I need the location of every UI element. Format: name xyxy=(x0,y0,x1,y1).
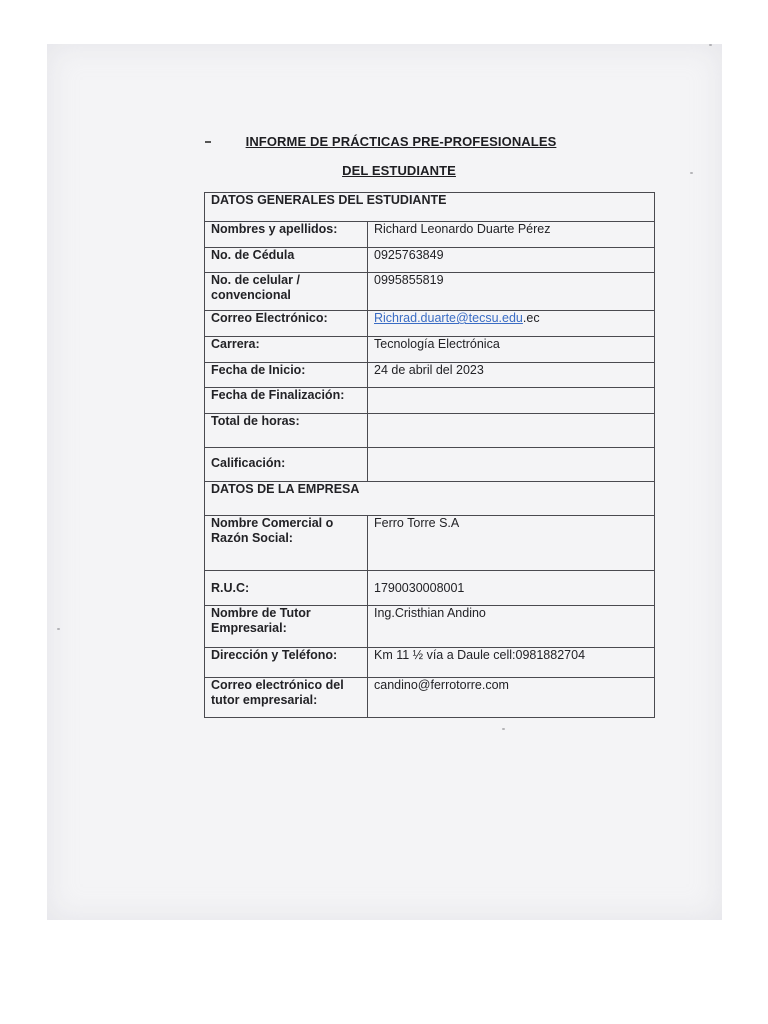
field-label: No. de Cédula xyxy=(205,248,368,273)
field-value: Richard Leonardo Duarte Pérez xyxy=(368,222,655,248)
field-label: Dirección y Teléfono: xyxy=(205,648,368,678)
table-row xyxy=(205,648,655,678)
field-value: Ferro Torre S.A xyxy=(368,516,655,571)
scan-speck xyxy=(709,44,712,46)
scan-speck xyxy=(57,628,60,630)
field-label: Nombres y apellidos: xyxy=(205,222,368,248)
field-label: Calificación: xyxy=(205,448,368,482)
report-table xyxy=(204,192,655,718)
field-value: Tecnología Electrónica xyxy=(368,337,655,363)
table-row xyxy=(205,414,655,448)
table-row xyxy=(205,678,655,718)
email-suffix: .ec xyxy=(522,311,540,325)
table-row xyxy=(205,311,655,337)
field-label: Carrera: xyxy=(205,337,368,363)
table-row xyxy=(205,248,655,273)
field-label: Fecha de Finalización: xyxy=(205,388,368,414)
field-label: Correo Electrónico: xyxy=(205,311,368,337)
table-row xyxy=(205,337,655,363)
field-value xyxy=(368,414,655,448)
field-label: Fecha de Inicio: xyxy=(205,363,368,388)
email-link[interactable]: Richrad.duarte@tecsu.edu xyxy=(374,311,523,325)
field-value xyxy=(368,388,655,414)
document-subtitle: DEL ESTUDIANTE xyxy=(342,163,456,178)
table-row xyxy=(205,273,655,311)
field-value: 24 de abril del 2023 xyxy=(368,363,655,388)
table-row xyxy=(205,388,655,414)
table-row xyxy=(205,222,655,248)
field-value: candino@ferrotorre.com xyxy=(368,678,655,718)
field-value: 0995855819 xyxy=(368,273,655,311)
field-label: Correo electrónico del tutor empresarial: xyxy=(205,678,368,718)
field-label: No. de celular / convencional xyxy=(205,273,368,311)
table-row xyxy=(205,363,655,388)
table-row xyxy=(205,571,655,606)
table-row xyxy=(205,448,655,482)
document-title: INFORME DE PRÁCTICAS PRE-PROFESIONALES xyxy=(245,134,557,149)
field-value: Km 11 ½ vía a Daule cell:0981882704 xyxy=(368,648,655,678)
field-value: Ing.Cristhian Andino xyxy=(368,606,655,648)
field-label: Total de horas: xyxy=(205,414,368,448)
field-value: 1790030008001 xyxy=(368,571,655,606)
field-value xyxy=(368,448,655,482)
field-label: R.U.C: xyxy=(205,571,368,606)
scan-speck xyxy=(502,728,505,730)
field-value xyxy=(368,311,655,337)
company-section-heading: DATOS DE LA EMPRESA xyxy=(205,482,655,516)
field-label: Nombre Comercial o Razón Social: xyxy=(205,516,368,571)
table-row xyxy=(205,606,655,648)
table-row xyxy=(205,516,655,571)
student-section-heading: DATOS GENERALES DEL ESTUDIANTE xyxy=(205,193,655,222)
field-label: Nombre de Tutor Empresarial: xyxy=(205,606,368,648)
field-value: 0925763849 xyxy=(368,248,655,273)
